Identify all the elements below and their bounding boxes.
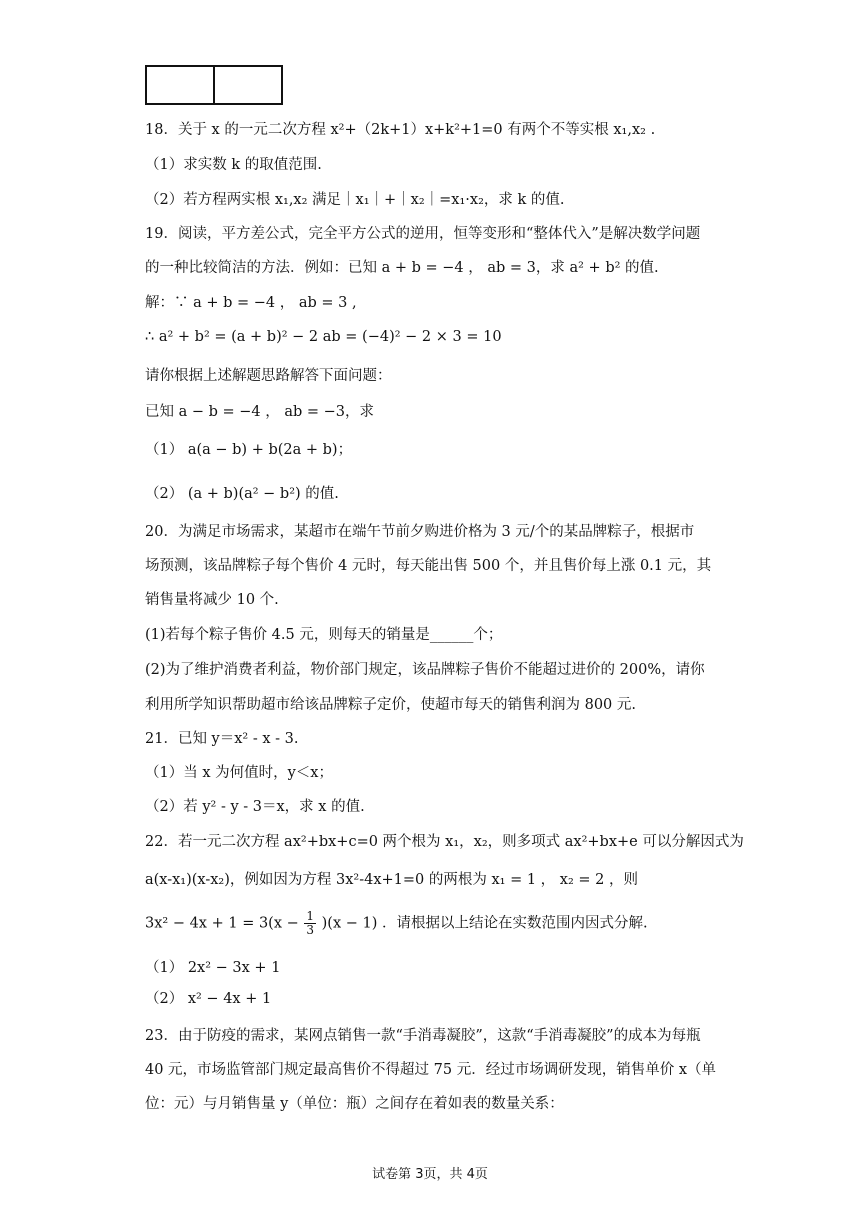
fraction-denominator: 3: [306, 923, 315, 937]
page-footer: 试卷第 3页，共 4页: [372, 1167, 488, 1182]
text-line: （1） a(a − b) + b(2a + b)；: [145, 442, 353, 458]
fraction-one-third: [304, 910, 316, 937]
text-line: 22．若一元二次方程 ax²+bx+c=0 两个根为 x₁，x₂，则多项式 ax²+bx+e 可以分解因式为: [145, 834, 744, 850]
text-line: 19．阅读，平方差公式，完全平方公式的逆用，恒等变形和“整体代入”是解决数学问题: [145, 226, 701, 242]
text-line: （2） (a + b)(a² − b²) 的值.: [145, 486, 339, 502]
text-line: 40 元，市场监管部门规定最高售价不得超过 75 元．经过市场调研发现，销售单价 x（单: [145, 1062, 717, 1078]
text-line: （2）若 y² - y - 3＝x，求 x 的值.: [145, 799, 365, 815]
factor-lead: 3x² − 4x + 1 = 3(x −: [145, 915, 299, 932]
text-line: ∴ a² + b² = (a + b)² − 2 ab = (−4)² − 2 × 3 = 10: [145, 329, 502, 345]
text-line: （1）求实数 k 的取值范围.: [145, 157, 322, 173]
text-line: 位：元）与月销售量 y（单位：瓶）之间存在着如表的数量关系：: [145, 1096, 564, 1112]
fraction-numerator: 1: [306, 909, 315, 923]
text-line: 已知 a − b = −4 ， ab = −3，求: [145, 404, 375, 420]
text-line: 销售量将减少 10 个.: [145, 592, 279, 608]
text-line: 场预测，该品牌粽子每个售价 4 元时，每天能出售 500 个，并且售价每上涨 0.1 元，其: [145, 558, 712, 574]
text-line: 23．由于防疫的需求，某网点销售一款“手消毒凝胶”，这款“手消毒凝胶”的成本为每瓶: [145, 1028, 701, 1044]
score-boxes: [145, 65, 283, 105]
text-line: 的一种比较简洁的方法．例如：已知 a + b = −4 ， ab = 3，求 a² + b² 的值.: [145, 260, 659, 276]
text-line: （1）当 x 为何值时，y＜x；: [145, 765, 333, 781]
score-box: [145, 65, 215, 105]
text-line: a(x-x₁)(x-x₂)，例如因为方程 3x²-4x+1=0 的两根为 x₁ = 1 ， x₂ = 2 ，则: [145, 872, 638, 888]
factor-example-line: [145, 910, 648, 937]
text-line: 18．关于 x 的一元二次方程 x²+（2k+1）x+k²+1=0 有两个不等实根 x₁,x₂ .: [145, 122, 656, 138]
text-line: 请你根据上述解题思路解答下面问题：: [145, 368, 392, 384]
text-line: 利用所学知识帮助超市给该品牌粽子定价，使超市每天的销售利润为 800 元.: [145, 697, 637, 713]
text-line: (1)若每个粽子售价 4.5 元，则每天的销量是______个；: [145, 627, 503, 643]
text-line: (2)为了维护消费者利益，物价部门规定，该品牌粽子售价不能超过进价的 200%，请你: [145, 662, 705, 678]
text-line: 21．已知 y＝x² - x - 3.: [145, 731, 299, 747]
text-line: （2） x² − 4x + 1: [145, 991, 272, 1007]
text-line: （2）若方程两实根 x₁,x₂ 满足｜x₁｜+｜x₂｜=x₁·x₂，求 k 的值.: [145, 192, 565, 208]
text-line: 20．为满足市场需求，某超市在端午节前夕购进价格为 3 元/个的某品牌粽子，根据市: [145, 524, 695, 540]
text-line: 解：∵ a + b = −4 ， ab = 3 ,: [145, 295, 357, 311]
factor-tail: )(x − 1) ．请根据以上结论在实数范围内因式分解.: [321, 915, 648, 932]
score-box: [213, 65, 283, 105]
text-line: （1） 2x² − 3x + 1: [145, 960, 281, 976]
